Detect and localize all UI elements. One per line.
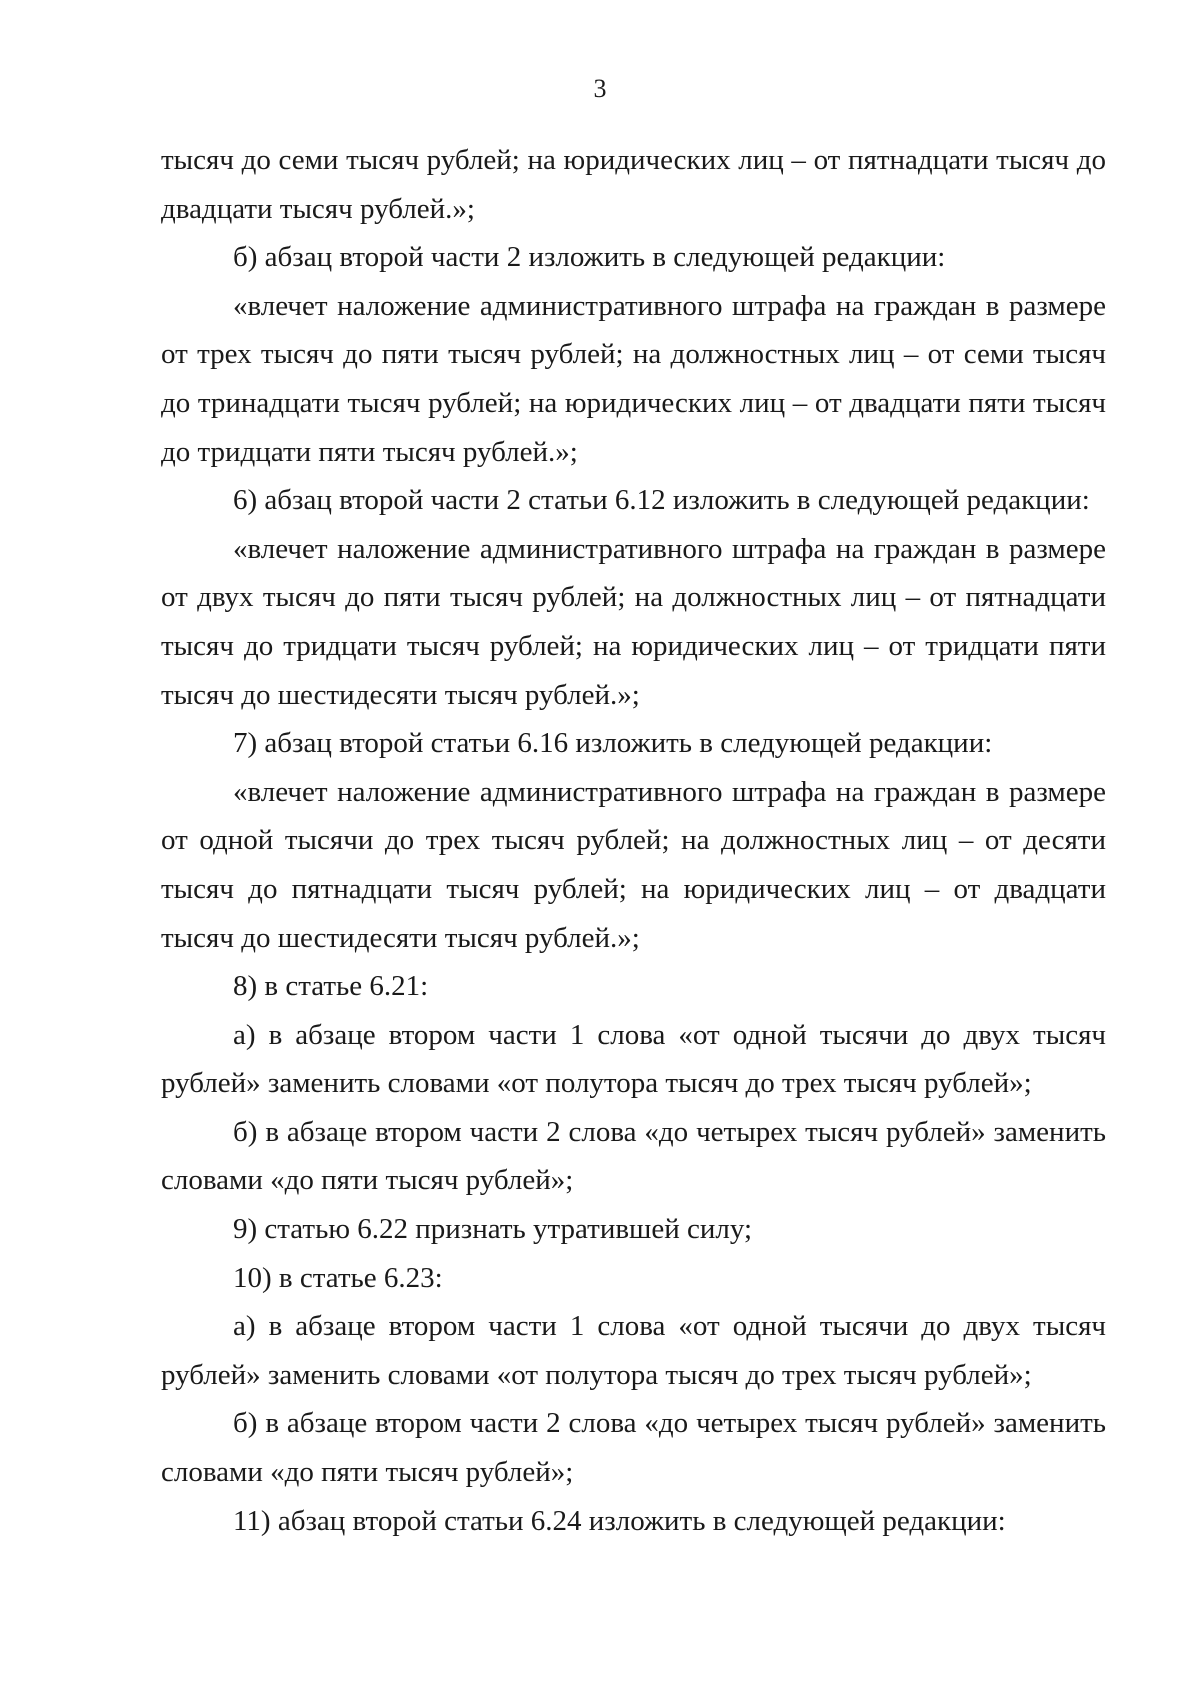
paragraph-5: «влечет наложение административного штрафа на граждан в размере от двух тысяч до пяти тысяч рублей; на должностных лиц – от пятнадцати тысяч до тридцати тысяч рублей; на юридических лиц – от тридцати пяти тысяч до шестидесяти тысяч рублей.»; xyxy=(161,532,1106,711)
paragraph-1: тысяч до семи тысяч рублей; на юридических лиц – от пятнадцати тысяч до двадцати тысяч рублей.»; xyxy=(161,144,1106,225)
paragraph-9: а) в абзаце втором части 1 слова «от одной тысячи до двух тысяч рублей» заменить словами «от полутора тысяч до трех тысяч рублей»; xyxy=(161,1018,1106,1100)
paragraph-6: 7) абзац второй статьи 6.16 изложить в следующей редакции: xyxy=(233,727,993,760)
document-body xyxy=(161,136,1106,1545)
paragraph-12: 10) в статье 6.23: xyxy=(233,1261,443,1294)
paragraph-7: «влечет наложение административного штрафа на граждан в размере от одной тысячи до трех тысяч рублей; на должностных лиц – от десяти тысяч до пятнадцати тысяч рублей; на юридических лиц – от двадцати тысяч до шестидесяти тысяч рублей.»; xyxy=(161,775,1106,954)
paragraph-15: 11) абзац второй статьи 6.24 изложить в следующей редакции: xyxy=(233,1504,1006,1537)
paragraph-13: а) в абзаце втором части 1 слова «от одной тысячи до двух тысяч рублей» заменить словами «от полутора тысяч до трех тысяч рублей»; xyxy=(161,1310,1106,1391)
paragraph-4: 6) абзац второй части 2 статьи 6.12 изложить в следующей редакции: xyxy=(233,484,1090,517)
paragraph-3: «влечет наложение административного штрафа на граждан в размере от трех тысяч до пяти тысяч рублей; на должностных лиц – от семи тысяч до тринадцати тысяч рублей; на юридических лиц – от двадцати пяти тысяч до тридцати пяти тысяч рублей.»; xyxy=(161,289,1106,468)
paragraph-2: б) абзац второй части 2 изложить в следующей редакции: xyxy=(233,241,946,274)
paragraph-10: б) в абзаце втором части 2 слова «до четырех тысяч рублей» заменить словами «до пяти тысяч рублей»; xyxy=(161,1115,1106,1197)
paragraph-8: 8) в статье 6.21: xyxy=(233,970,429,1003)
paragraph-11: 9) статью 6.22 признать утратившей силу; xyxy=(233,1213,753,1246)
page-number: 3 xyxy=(593,74,607,103)
paragraph-14: б) в абзаце втором части 2 слова «до четырех тысяч рублей» заменить словами «до пяти тысяч рублей»; xyxy=(161,1407,1106,1489)
